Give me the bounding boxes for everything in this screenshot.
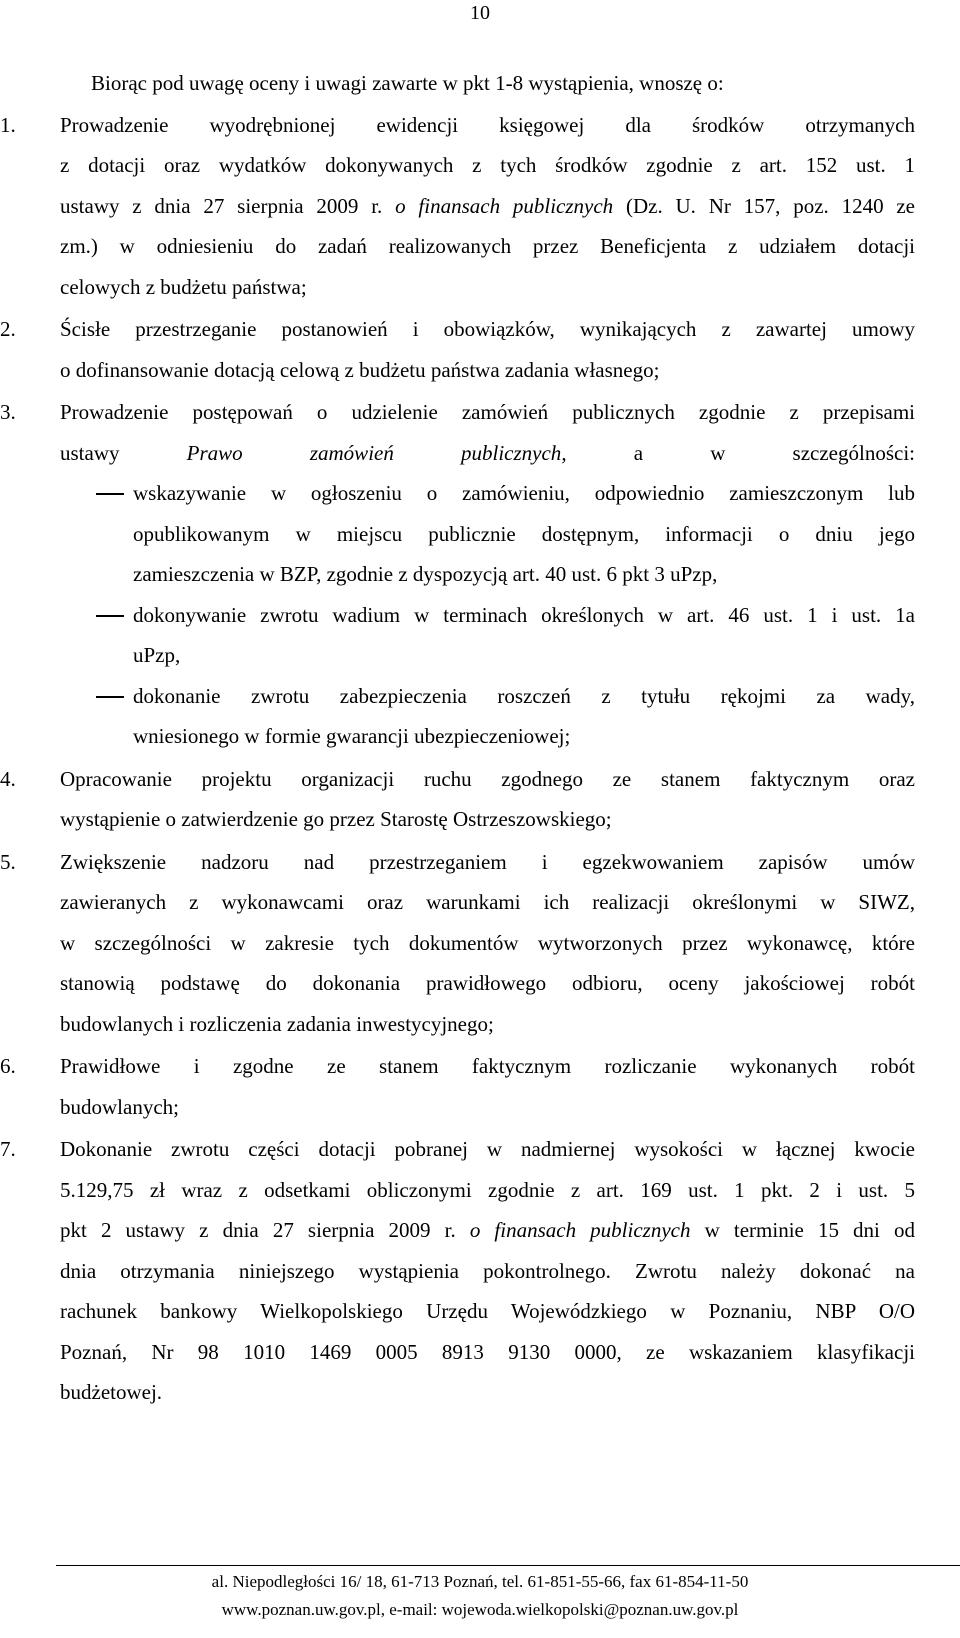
item-line: 5.129,75 zł wraz z odsetkami obliczonymi zgodnie z art. 169 ust. 1 pkt. 2 i ust. 5 — [60, 1177, 915, 1202]
item-line: budowlanych; — [60, 1094, 179, 1119]
item-line: zawieranych z wykonawcami oraz warunkami ich realizacji określonymi w SIWZ, — [60, 890, 915, 914]
item-line — [60, 440, 915, 466]
item-line: budowlanych i rozliczenia zadania inwestycyjnego; — [60, 1011, 494, 1036]
item-number: 1. — [0, 112, 16, 137]
item-line: Prawidłowe i zgodne ze stanem faktycznym rozliczanie wykonanych robót — [60, 1054, 915, 1078]
item-line: Opracowanie projektu organizacji ruchu zgodnego ze stanem faktycznym oraz — [60, 766, 915, 791]
item-line: wystąpienie o zatwierdzenie go przez Starostę Ostrzeszowskiego; — [60, 807, 612, 831]
item-line: Dokonanie zwrotu części dotacji pobranej w nadmiernej wysokości w łącznej kwocie — [60, 1137, 915, 1161]
item-line: w szczególności w zakresie tych dokumentów wytworzonych przez wykonawcę, które — [60, 930, 915, 955]
item-line: budżetowej. — [60, 1380, 163, 1404]
item-line: stanowią podstawę do dokonania prawidłowego odbioru, oceny jakościowej robót — [60, 971, 915, 995]
item-line: Zwiększenie nadzoru nad przestrzeganiem i egzekwowaniem zapisów umów — [60, 849, 915, 874]
intro-text: Biorąc pod uwagę oceny i uwagi zawarte w pkt 1-8 wystąpienia, wnoszę o: — [91, 71, 724, 95]
item-line: Prowadzenie wyodrębnionej ewidencji księgowej dla środków otrzymanych — [60, 112, 915, 137]
item-line: rachunek bankowy Wielkopolskiego Urzędu Wojewódzkiego w Poznaniu, NBP O/O — [60, 1299, 915, 1323]
item-number: 3. — [0, 400, 16, 424]
dash-bullet — [96, 696, 124, 698]
italic-title: Prawo zamówień publicznych — [186, 440, 562, 465]
item-line — [60, 193, 915, 219]
page-number: 10 — [470, 2, 490, 24]
item-line: dnia otrzymania niniejszego wystąpienia pokontrolnego. Zwrotu należy dokonać na — [60, 1258, 915, 1283]
text-run: , a w szczególności: — [561, 440, 915, 465]
dash-bullet — [96, 493, 124, 495]
subitem-line: dokonywanie zwrotu wadium w terminach określonych w art. 46 ust. 1 i ust. 1a — [133, 602, 915, 627]
item-number: 2. — [0, 317, 16, 341]
subitem-line: wniesionego w formie gwarancji ubezpieczeniowej; — [133, 724, 571, 748]
footer-address: al. Niepodległości 16/ 18, 61-713 Poznań, tel. 61-851-55-66, fax 61-854-11-50 — [211, 1572, 749, 1591]
text-run: w terminie 15 dni od — [690, 1218, 915, 1242]
subitem-line: zamieszczenia w BZP, zgodnie z dyspozycją art. 40 ust. 6 pkt 3 uPzp, — [133, 562, 718, 586]
item-line: zm.) w odniesieniu do zadań realizowanych przez Beneficjenta z udziałem dotacji — [60, 234, 915, 258]
item-number: 7. — [0, 1137, 16, 1161]
footer-contact: www.poznan.uw.gov.pl, e-mail: wojewoda.wielkopolski@poznan.uw.gov.pl — [221, 1600, 739, 1619]
subitem-line: uPzp, — [133, 643, 181, 667]
subitem-line: opublikowanym w miejscu publicznie dostępnym, informacji o dniu jego — [133, 521, 915, 546]
item-line: z dotacji oraz wydatków dokonywanych z tych środków zgodnie z art. 152 ust. 1 — [60, 153, 915, 177]
item-line: o dofinansowanie dotacją celową z budżetu państwa zadania własnego; — [60, 357, 660, 382]
dash-bullet — [96, 615, 124, 617]
text-run: ustawy z dnia 27 sierpnia 2009 r. — [60, 193, 396, 218]
text-run: pkt 2 ustawy z dnia 27 sierpnia 2009 r. — [60, 1218, 470, 1242]
text-run: (Dz. U. Nr 157, poz. 1240 ze — [613, 193, 916, 218]
item-number: 6. — [0, 1054, 16, 1078]
subitem-line: dokonanie zwrotu zabezpieczenia roszczeń z tytułu rękojmi za wady, — [133, 683, 915, 708]
text-run: ustawy — [60, 440, 187, 465]
italic-title: o finansach publicznych — [395, 193, 614, 218]
item-line: Ścisłe przestrzeganie postanowień i obowiązków, wynikających z zawartej umowy — [60, 317, 915, 341]
item-number: 4. — [0, 766, 16, 791]
item-line: celowych z budżetu państwa; — [60, 274, 307, 299]
item-line: Poznań, Nr 98 1010 1469 0005 8913 9130 0000, ze wskazaniem klasyfikacji — [60, 1339, 915, 1364]
item-line — [60, 1217, 915, 1243]
italic-title: o finansach publicznych — [469, 1218, 691, 1242]
footer-rule — [56, 1565, 960, 1566]
item-number: 5. — [0, 849, 16, 874]
subitem-line: wskazywanie w ogłoszeniu o zamówieniu, odpowiednio zamieszczonym lub — [133, 481, 915, 505]
item-line: Prowadzenie postępowań o udzielenie zamówień publicznych zgodnie z przepisami — [60, 400, 915, 424]
